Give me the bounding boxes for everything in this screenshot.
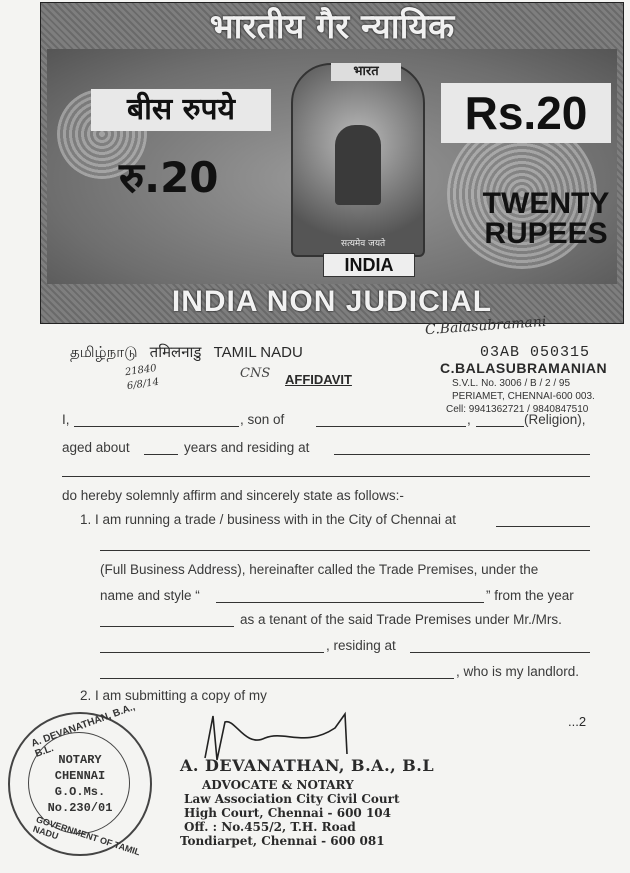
stamp-value: Rs.20 bbox=[441, 83, 611, 143]
stamp-bharat-label: भारत bbox=[331, 63, 401, 81]
para1-line2: (Full Business Address), hereinafter called the Trade Premises, under the bbox=[100, 562, 539, 577]
blank-name bbox=[74, 426, 239, 427]
handwritten-cns: CNS bbox=[240, 366, 271, 381]
stamp-motto: सत्यमेव जयते bbox=[341, 239, 386, 249]
stamp-india-label: INDIA bbox=[323, 253, 415, 277]
blank-residence-2 bbox=[62, 476, 590, 477]
vendor-cell: Cell: 9941362721 / 9840847510 bbox=[446, 404, 589, 415]
lion-capital-icon bbox=[335, 125, 381, 205]
stamp-value-words bbox=[481, 189, 611, 249]
handwritten-number bbox=[124, 362, 160, 394]
stamp-hindi-value: बीस रुपये bbox=[91, 89, 271, 131]
advocate-name: A. DEVANATHAN, B.A., B.L bbox=[180, 756, 435, 775]
text-aged-about: aged about bbox=[62, 440, 130, 455]
advocate-line1: Law Association City Civil Court bbox=[184, 792, 400, 806]
handwritten-number-2: 6/8/14 bbox=[126, 376, 160, 393]
document-title: AFFIDAVIT bbox=[285, 372, 352, 387]
state-english: TAMIL NADU bbox=[213, 344, 303, 361]
blank-landlord-address-2 bbox=[100, 678, 454, 679]
seal-arc-bottom: GOVERNMENT OF TAMIL NADU bbox=[31, 814, 142, 858]
para2-line1: 2. I am submitting a copy of my bbox=[80, 688, 267, 703]
blank-age bbox=[144, 454, 178, 455]
text-religion: (Religion), bbox=[524, 412, 586, 427]
blank-father-name bbox=[316, 426, 466, 427]
advocate-line3: Off. : No.455/2, T.H. Road bbox=[184, 820, 356, 834]
seal-center bbox=[38, 752, 122, 816]
blank-name-style bbox=[216, 602, 484, 603]
state-name bbox=[70, 342, 311, 363]
text-i: I, bbox=[62, 412, 70, 427]
stamp-hindi-rupees: रु.20 bbox=[119, 153, 219, 202]
text-comma: , bbox=[467, 412, 471, 427]
seal-line4: No.230/01 bbox=[47, 801, 113, 815]
blank-business-address-2 bbox=[100, 550, 590, 551]
handwritten-number-1: 21840 bbox=[124, 362, 158, 379]
stamp-paper-header bbox=[40, 2, 624, 324]
stamp-serial-number: 03AB 050315 bbox=[480, 344, 591, 361]
vendor-name: C.BALASUBRAMANIAN bbox=[440, 360, 608, 376]
para1-line4: as a tenant of the said Trade Premises under Mr./Mrs. bbox=[240, 612, 562, 627]
advocate-line4: Tondiarpet, Chennai - 600 081 bbox=[180, 834, 385, 848]
vendor-address: PERIAMET, CHENNAI-600 003. bbox=[452, 391, 595, 402]
text-years-residing: years and residing at bbox=[184, 440, 310, 455]
para1-line3a: name and style “ bbox=[100, 588, 200, 603]
blank-residence bbox=[334, 454, 590, 455]
state-hindi: तमिलनाडु bbox=[149, 344, 202, 361]
vendor-licence: S.V.L. No. 3006 / B / 2 / 95 bbox=[452, 378, 571, 389]
para1-line1: 1. I am running a trade / business with in the City of Chennai at bbox=[80, 512, 456, 527]
advocate-line2: High Court, Chennai - 600 104 bbox=[184, 806, 391, 820]
para1-line6: , who is my landlord. bbox=[456, 664, 580, 679]
stamp-footer: INDIA NON JUDICIAL bbox=[171, 285, 493, 318]
seal-line3: G.O.Ms. bbox=[54, 785, 106, 799]
text-son-of: , son of bbox=[240, 412, 285, 427]
stamp-hindi-title: भारतीय गैर न्यायिक bbox=[209, 7, 455, 47]
state-tamil: தமிழ்நாடு bbox=[70, 344, 138, 361]
seal-line1: NOTARY bbox=[58, 753, 102, 767]
stamp-words-line1: TWENTY bbox=[482, 187, 610, 220]
vendor-signature: C.Balasubramani bbox=[424, 313, 547, 339]
blank-year bbox=[100, 626, 234, 627]
notary-seal bbox=[8, 701, 152, 858]
para1-line5: , residing at bbox=[326, 638, 396, 653]
blank-business-address bbox=[496, 526, 590, 527]
advocate-title: ADVOCATE & NOTARY bbox=[202, 778, 354, 792]
seal-arc-top: A. DEVANATHAN, B.A., B.L. bbox=[29, 701, 137, 760]
blank-landlord-address bbox=[410, 652, 590, 653]
para1-line3b: ” from the year bbox=[486, 588, 574, 603]
blank-religion bbox=[476, 426, 524, 427]
text-affirm: do hereby solemnly affirm and sincerely state as follows:- bbox=[62, 488, 404, 503]
blank-landlord-name bbox=[100, 652, 324, 653]
ashoka-emblem-icon bbox=[291, 63, 425, 257]
stamp-words-line2: RUPEES bbox=[484, 217, 608, 250]
seal-line2: CHENNAI bbox=[54, 769, 106, 783]
next-page-indicator: ...2 bbox=[568, 714, 587, 729]
